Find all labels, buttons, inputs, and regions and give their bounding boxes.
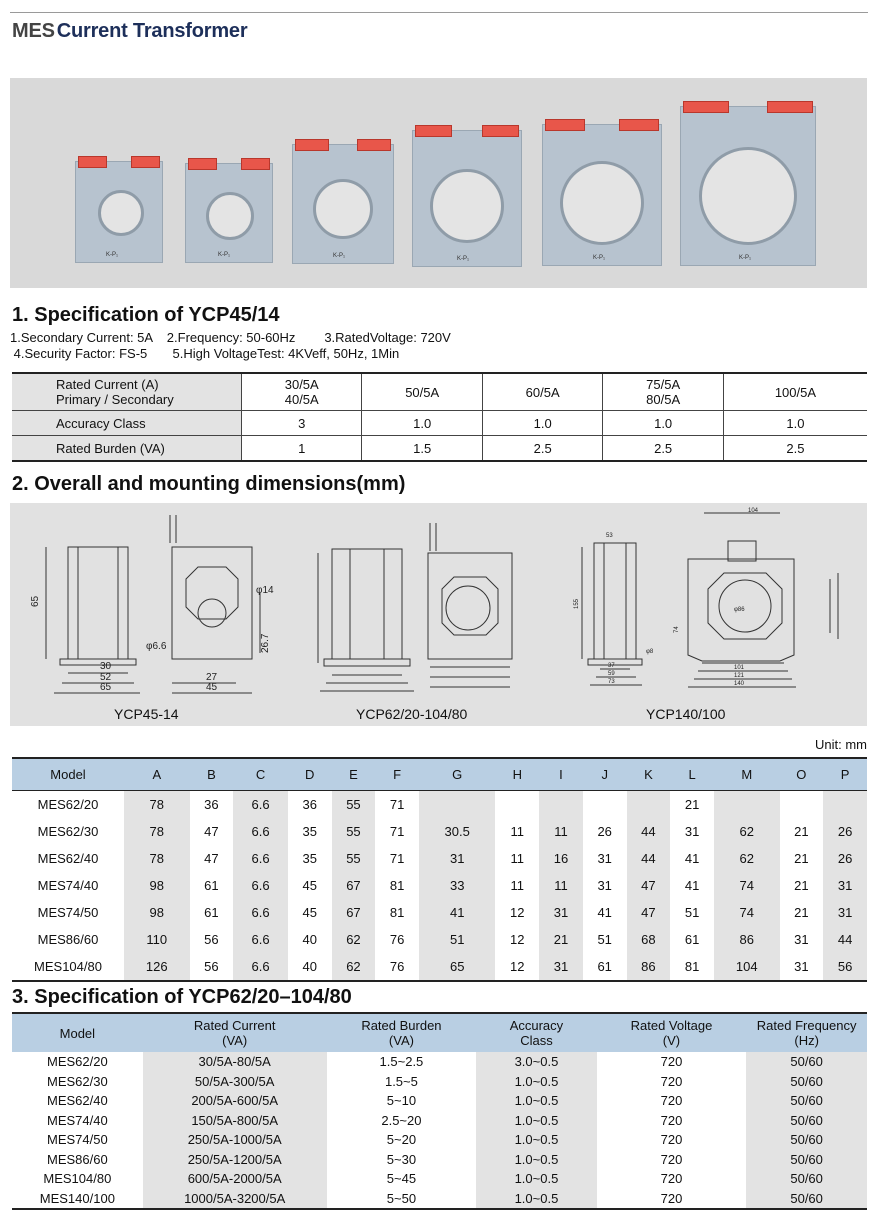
table-cell: 50/60 [746,1150,867,1170]
table-cell: 720 [660,1112,683,1128]
dim-label: 73 [608,679,615,685]
table-cell: 31 [823,899,867,926]
cell: 1.0 [362,411,482,436]
table-cell: MES62/20 [47,1054,108,1070]
cell: 60/5A [482,373,602,411]
dim-label: 140 [734,681,745,687]
table-cell: 50/5A-300/5A [143,1072,327,1092]
table-cell: 41 [419,899,495,926]
table-cell: MES74/50 [37,905,99,920]
column-header: M [714,758,780,791]
table-cell: 71 [389,797,405,812]
dimension-table [12,757,867,982]
column-header: I [539,758,583,791]
table-cell: 6.6 [233,899,288,926]
table-cell: 98 [124,872,190,899]
dim-label: 30 [100,661,112,672]
table-cell: 16 [539,845,583,872]
column-header: Rated Voltage (V) [597,1013,747,1052]
column-header: B [190,758,234,791]
table-cell: 33 [419,872,495,899]
column-header: F [375,758,419,791]
table-cell: 44 [627,845,671,872]
ct-unit-6: K-P₁ [680,106,816,266]
table-row [12,791,867,819]
table-cell: 55 [332,818,376,845]
table-cell: 61 [204,878,219,893]
caption-ycp140: YCP140/100 [646,706,726,722]
table-cell: 86 [714,926,780,953]
table-cell: 30/5A-80/5A [143,1052,327,1072]
column-header: Rated Current (VA) [143,1013,327,1052]
table-cell: 720 [660,1054,683,1070]
table-cell: 126 [124,953,190,981]
column-header: E [332,758,376,791]
table-cell: 26 [823,845,867,872]
table-cell: 5~20 [386,1132,417,1148]
table-cell: MES62/40 [47,1093,108,1109]
table-cell: 6.6 [233,818,288,845]
table-cell: 1.0~0.5 [476,1189,596,1210]
table-cell: 5~10 [386,1093,417,1109]
product-photo [10,78,867,288]
table-cell: 86 [627,953,671,981]
column-header: G [419,758,495,791]
table-cell: 31 [597,878,612,893]
table-cell: 31 [684,824,700,839]
table-cell: 50/60 [746,1052,867,1072]
ct-unit-2: K-P₁ [185,163,273,263]
table-cell: 56 [190,953,234,981]
table-cell: 31 [597,851,612,866]
table-cell: 26 [597,824,612,839]
cell: 1.5 [362,436,482,462]
dim-label: φ86 [734,607,745,613]
table-cell: 41 [684,878,700,893]
table-cell: 47 [627,872,671,899]
table-row [12,845,867,872]
column-header: Accuracy Class [476,1013,596,1052]
dim-label: 45 [206,682,218,693]
table-cell: 12 [495,953,539,981]
table-cell: 30.5 [419,818,495,845]
table-cell [823,791,867,819]
row-label-accuracy: Accuracy Class [12,411,242,436]
table-row [12,1150,867,1170]
dim-label: 37 [608,663,615,669]
cell: 3 [242,411,362,436]
dim-label: 27 [206,672,218,683]
table-cell: 71 [389,824,405,839]
column-header: Model [12,758,124,791]
table-cell: 62 [332,926,376,953]
table-cell: 6.6 [233,845,288,872]
table-row [12,1130,867,1150]
column-header: D [288,758,332,791]
table-cell: MES62/20 [37,797,99,812]
cell: 2.5 [603,436,723,462]
table-cell: MES86/60 [37,932,99,947]
ct-unit-1: K-P₁ [75,161,163,263]
table-cell: 720 [660,1093,683,1109]
table-cell: 50/60 [746,1091,867,1111]
table-cell: 150/5A-800/5A [143,1111,327,1131]
cell: 1 [242,436,362,462]
table-cell: 720 [597,1189,747,1210]
table-row [12,1052,867,1072]
table-cell: 1000/5A-3200/5A [143,1189,327,1210]
table-cell: MES62/40 [37,851,99,866]
table-cell: MES86/60 [47,1151,108,1167]
table-cell: MES74/50 [47,1132,108,1148]
technical-drawing [10,503,867,726]
row-label-current: Rated Current (A) Primary / Secondary [12,373,242,411]
table-cell: 11 [539,872,583,899]
caption-ycp62: YCP62/20-104/80 [356,706,468,722]
dim-label: 26.7 [260,633,271,653]
table-cell: 61 [204,905,219,920]
dim-label: 74 [674,626,680,633]
column-header: Rated Burden (VA) [327,1013,477,1052]
table-cell: 81 [389,905,405,920]
dim-label: 65 [100,682,112,693]
cell: 2.5 [482,436,602,462]
table-cell: 11 [510,851,525,866]
table-cell: 6.6 [233,791,288,819]
table-cell: 47 [204,824,219,839]
table-cell: 11 [539,818,583,845]
table-cell: 45 [302,905,317,920]
cell: 1.0 [482,411,602,436]
table-cell: 200/5A-600/5A [143,1091,327,1111]
table-cell: 250/5A-1000/5A [143,1130,327,1150]
table-cell [495,791,539,819]
spec-line-2: 4.Security Factor: FS-5 5.High VoltageTest: 4KVeff, 50Hz, 1Min [10,346,400,361]
table-cell: 6.6 [233,872,288,899]
table-cell: 62 [714,818,780,845]
spec-table-ycp45 [12,372,867,462]
dim-label: φ14 [256,585,274,596]
column-header: Model [12,1013,143,1052]
table-cell: 1.5~2.5 [379,1054,424,1070]
table-cell: 5~50 [327,1189,477,1210]
table-row [12,1111,867,1131]
table-cell: 720 [660,1073,683,1089]
table-cell: 41 [597,905,612,920]
table-cell: 21 [684,797,700,812]
table-cell: 81 [670,953,714,981]
table-cell: 50/60 [746,1130,867,1150]
table-cell: 1.0~0.5 [476,1111,596,1131]
table-cell: 50/60 [746,1169,867,1189]
table-cell: 65 [419,953,495,981]
table-cell: 55 [332,845,376,872]
table-cell: 6.6 [233,926,288,953]
brand-name: MES [12,20,55,42]
table-row [12,872,867,899]
table-cell [419,791,495,819]
table-cell: 31 [823,872,867,899]
table-cell [583,791,627,819]
table-cell: 76 [389,932,405,947]
table-cell: 71 [389,851,405,866]
table-cell: 56 [204,932,219,947]
table-cell: MES104/80 [43,1171,112,1187]
table-cell: 47 [627,899,671,926]
cell: 100/5A [723,373,867,411]
spec-table-ycp62 [12,1012,867,1210]
table-cell: 47 [204,851,219,866]
table-cell: 74 [714,899,780,926]
table-cell: 31 [539,899,583,926]
table-cell: 1.0~0.5 [476,1130,596,1150]
table-row [12,1169,867,1189]
ct-unit-4: K-P₁ [412,130,522,267]
cell: 50/5A [362,373,482,411]
table-cell: 5~45 [386,1171,417,1187]
table-cell: 6.6 [233,953,288,981]
table-cell: 50/60 [746,1189,867,1210]
table-cell: 45 [302,878,317,893]
table-cell: 5~30 [386,1151,417,1167]
table-cell: 11 [510,824,525,839]
row-label-burden: Rated Burden (VA) [12,436,242,462]
table-cell: 11 [510,878,525,893]
table-cell: 81 [389,878,405,893]
table-cell: 3.0~0.5 [476,1052,596,1072]
table-cell: 78 [124,845,190,872]
table-cell: 67 [332,872,376,899]
table-cell: MES140/100 [12,1189,143,1210]
table-cell: 21 [794,824,809,839]
table-cell: 1.5~5 [384,1073,418,1089]
table-cell: 40 [288,953,332,981]
table-cell: 104 [714,953,780,981]
spec-line-1: 1.Secondary Current: 5A 2.Frequency: 50-60Hz 3.RatedVoltage: 720V [10,330,451,345]
column-header: L [670,758,714,791]
table-cell: MES62/30 [47,1073,108,1089]
table-cell: 41 [684,851,700,866]
table-cell [627,791,671,819]
table-cell: 56 [823,953,867,981]
cell: 1.0 [723,411,867,436]
table-cell: 21 [794,878,809,893]
cell: 30/5A 40/5A [242,373,362,411]
table-cell: 21 [794,851,809,866]
table-cell: 40 [302,932,317,947]
table-cell: 68 [627,926,671,953]
title-text: Current Transformer [56,20,248,42]
column-header: C [233,758,288,791]
table-row [12,818,867,845]
table-cell: 26 [823,818,867,845]
column-header: P [823,758,867,791]
table-cell: 720 [660,1132,683,1148]
cell: 1.0 [603,411,723,436]
table-cell: 1.0~0.5 [476,1072,596,1092]
column-header: O [780,758,824,791]
table-cell: 67 [332,899,376,926]
table-cell: 61 [583,953,627,981]
ct-unit-5: K-P₁ [542,124,662,266]
ct-unit-3: K-P₁ [292,144,394,264]
section3-title: 3. Specification of YCP62/20–104/80 [12,986,352,1008]
table-cell: 51 [684,905,700,920]
dim-label: 121 [734,673,745,679]
table-cell: 110 [124,926,190,953]
cell: 75/5A 80/5A [603,373,723,411]
table-cell: 50/60 [746,1072,867,1092]
table-row [12,899,867,926]
table-cell: 51 [419,926,495,953]
dim-label: φ6.6 [146,641,167,652]
table-cell: 720 [660,1171,683,1187]
table-cell: 12 [510,905,525,920]
table-cell: 62 [332,953,376,981]
table-cell: 55 [332,791,376,819]
table-row [12,1189,867,1210]
cell: 2.5 [723,436,867,462]
dim-label: 59 [608,671,615,677]
column-header: Rated Frequency (Hz) [746,1013,867,1052]
unit-label: Unit: mm [815,737,867,752]
caption-ycp45: YCP45-14 [114,706,179,722]
table-cell: 62 [714,845,780,872]
table-row [12,953,867,981]
column-header: K [627,758,671,791]
table-cell: 36 [204,797,219,812]
page-title [12,20,247,43]
table-cell: 2.5~20 [381,1112,422,1128]
table-cell: 21 [539,926,583,953]
dimension-drawings [10,503,867,726]
table-cell: 74 [714,872,780,899]
table-cell: 1.0~0.5 [476,1150,596,1170]
section1-title: 1. Specification of YCP45/14 [12,304,280,326]
table-cell: 12 [510,932,525,947]
table-cell: 61 [684,932,700,947]
top-rule [10,12,868,13]
section2-title: 2. Overall and mounting dimensions(mm) [12,473,406,495]
column-header: H [495,758,539,791]
dim-label: 155 [574,598,580,609]
table-cell: 76 [375,953,419,981]
table-cell: 78 [124,818,190,845]
table-row [12,1091,867,1111]
column-header: J [583,758,627,791]
table-row [12,926,867,953]
table-cell: MES74/40 [37,878,99,893]
table-cell [780,791,824,819]
table-cell: 21 [794,905,809,920]
table-cell: 31 [794,932,809,947]
table-cell: 36 [302,797,317,812]
table-cell: 35 [302,824,317,839]
table-row [12,1072,867,1092]
column-header: A [124,758,190,791]
table-cell: MES74/40 [47,1112,108,1128]
table-cell: 78 [124,791,190,819]
table-cell: 50/60 [746,1111,867,1131]
table-cell: 51 [597,932,612,947]
dim-label: 101 [734,665,745,671]
table-cell [539,791,583,819]
table-cell: 31 [419,845,495,872]
table-cell [714,791,780,819]
dim-label: 52 [100,672,112,683]
table-cell: 31 [780,953,824,981]
table-cell: MES104/80 [12,953,124,981]
table-cell: 44 [627,818,671,845]
table-cell: 720 [660,1151,683,1167]
table-cell: 1.0~0.5 [476,1091,596,1111]
dim-label: 104 [748,508,759,514]
table-cell: 31 [539,953,583,981]
table-cell: 600/5A-2000/5A [143,1169,327,1189]
table-cell: 44 [823,926,867,953]
dim-label: φ8 [646,649,654,655]
table-cell: MES62/30 [37,824,99,839]
table-cell: 35 [302,851,317,866]
table-cell: 98 [124,899,190,926]
dim-label: 53 [606,533,613,539]
dim-label: 65 [30,595,41,607]
table-cell: 1.0~0.5 [476,1169,596,1189]
table-cell: 250/5A-1200/5A [143,1150,327,1170]
